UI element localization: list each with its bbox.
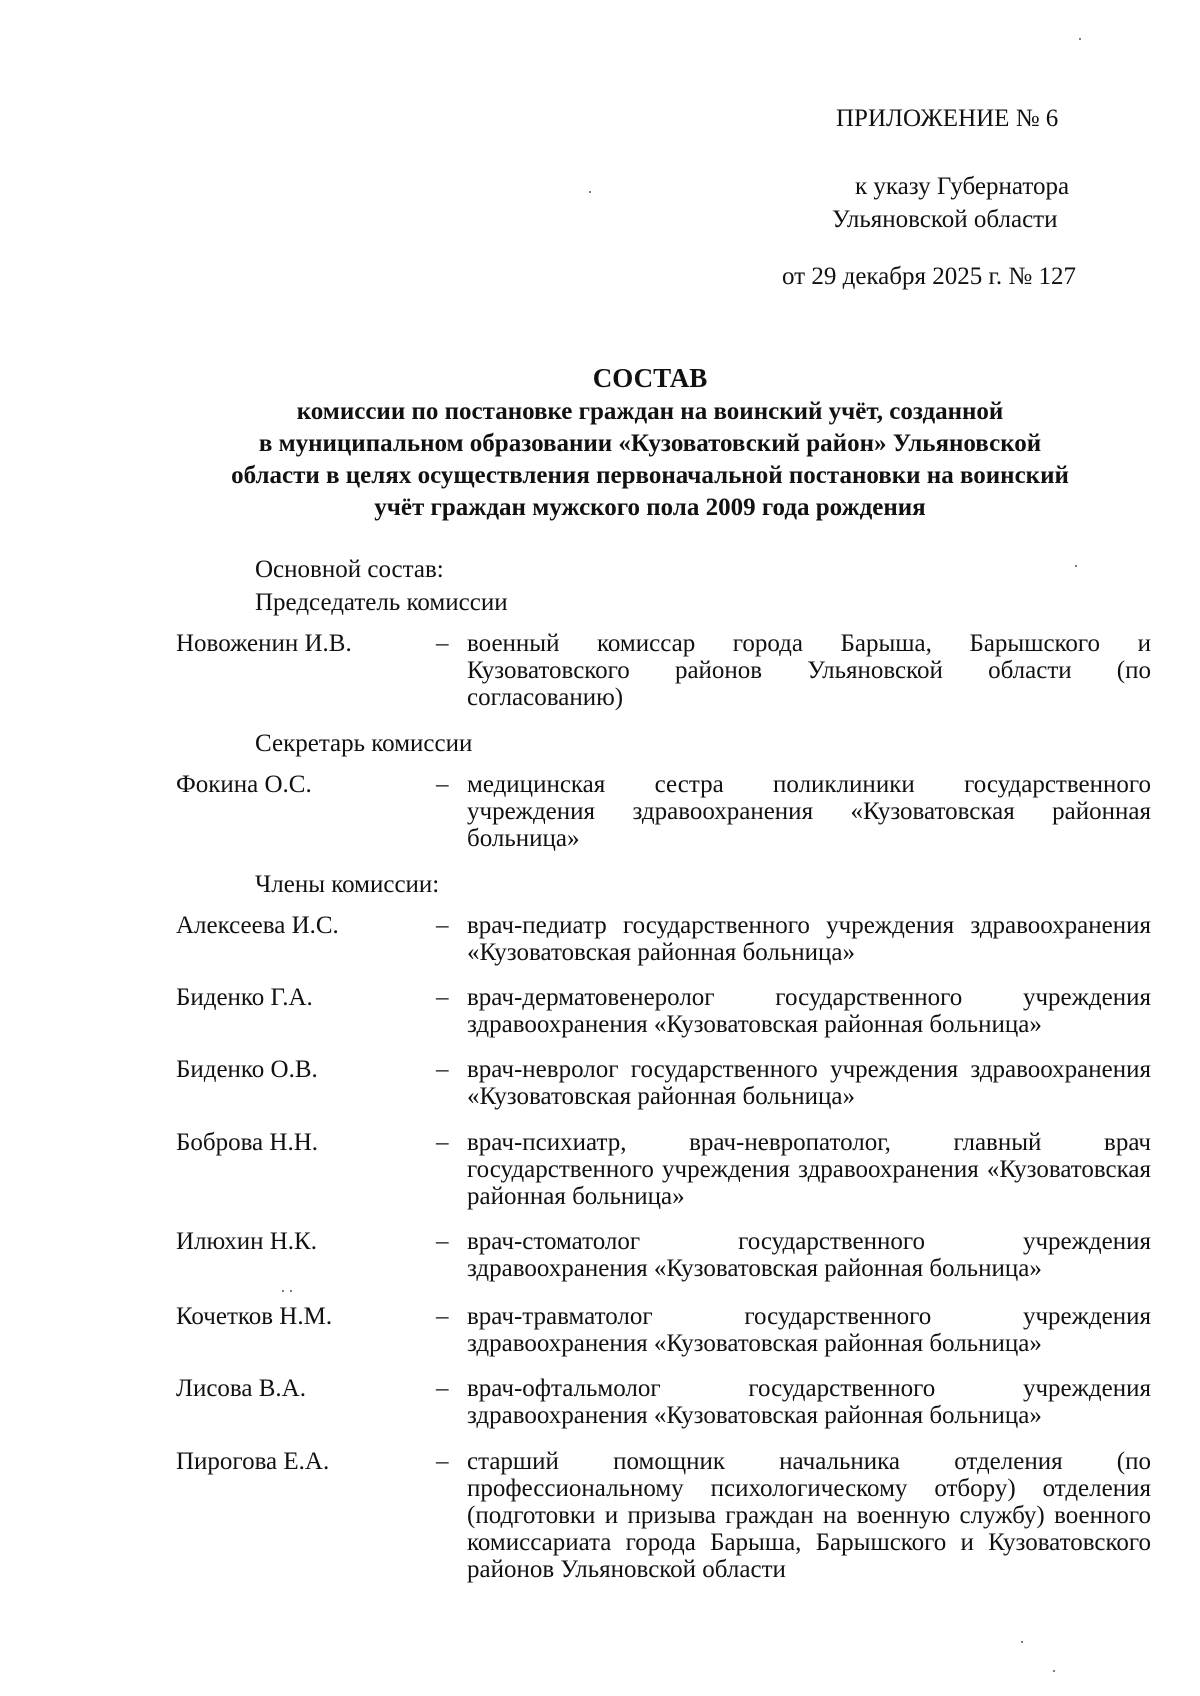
member-entry [176,1303,1151,1357]
title-line: комиссии по постановке граждан на воинский учёт, созданной [296,398,1004,425]
decree-date: от 29 декабря 2025 г. № 127 [782,263,1077,290]
member-name: Алексеева И.С. [176,912,339,939]
main-composition-label: Основной состав: [255,556,444,583]
member-role: медицинская сестра поликлиники государственного учреждения здравоохранения «Кузоватовская районная больница» [467,771,1151,852]
member-role: врач-травматолог государственного учреждения здравоохранения «Кузоватовская районная больница» [467,1303,1151,1357]
document-title-block [150,360,1150,524]
title-line: учёт граждан мужского пола 2009 года рождения [374,494,926,521]
member-name: Пирогова Е.А. [176,1448,330,1475]
secretary-label: Секретарь комиссии [255,730,473,757]
dash-separator: – [436,630,449,657]
member-name: Новоженин И.В. [176,630,352,657]
scan-speck [290,1290,292,1292]
dash-separator: – [436,984,449,1011]
member-name: Боброва Н.Н. [176,1129,319,1156]
member-role: старший помощник начальника отделения (по профессиональному психологическому отбору) отделения (подготовки и призыва граждан на военную службу) военного комиссариата города Барыша, Барышского и Кузоватовского районов Ульяновской области [467,1448,1151,1583]
member-role: врач-психиатр, врач-невропатолог, главный врач государственного учреждения здравоохранения «Кузоватовская районная больница» [467,1129,1151,1210]
member-role: врач-невролог государственного учреждения здравоохранения «Кузоватовская районная больница» [467,1056,1151,1110]
member-role: врач-педиатр государственного учреждения здравоохранения «Кузоватовская районная больница» [467,912,1151,966]
dash-separator: – [436,1448,449,1475]
member-entry [176,1129,1151,1210]
chairman-entry [176,630,1151,711]
document-title: СОСТАВ [592,363,708,393]
dash-separator: – [436,1056,449,1083]
secretary-entry [176,771,1151,852]
title-line: в муниципальном образовании «Кузоватовский район» Ульяновской [258,430,1042,457]
member-role: военный комиссар города Барыша, Барышского и Кузоватовского районов Ульяновской области (по согласованию) [467,630,1151,711]
decree-region: Ульяновской области [832,206,1058,233]
member-role: врач-стоматолог государственного учреждения здравоохранения «Кузоватовская районная больница» [467,1228,1151,1282]
annex-number: ПРИЛОЖЕНИЕ № 6 [836,105,1059,132]
scan-speck [1079,38,1081,40]
member-entry [176,1228,1151,1282]
scan-speck [1021,1641,1023,1643]
chairman-label: Председатель комиссии [255,589,508,616]
member-entry [176,912,1151,966]
member-entry [176,1056,1151,1110]
member-role: врач-офтальмолог государственного учреждения здравоохранения «Кузоватовская районная больница» [467,1375,1151,1429]
member-name: Биденко Г.А. [176,984,313,1011]
scan-speck [282,1290,284,1292]
scan-speck [1075,565,1077,567]
member-entry [176,984,1151,1038]
dash-separator: – [436,1228,449,1255]
members-label: Члены комиссии: [255,871,440,898]
member-name: Лисова В.А. [176,1375,306,1402]
member-role: врач-дерматовенеролог государственного учреждения здравоохранения «Кузоватовская районная больница» [467,984,1151,1038]
scan-speck [1053,1670,1055,1672]
member-name: Биденко О.В. [176,1056,318,1083]
decree-reference: к указу Губернатора [855,173,1070,200]
dash-separator: – [436,1303,449,1330]
member-name: Кочетков Н.М. [176,1303,333,1330]
dash-separator: – [436,1129,449,1156]
dash-separator: – [436,771,449,798]
member-entry [176,1448,1151,1583]
title-line: области в целях осуществления первоначальной постановки на воинский [231,462,1069,489]
dash-separator: – [436,912,449,939]
scan-speck [589,191,591,193]
dash-separator: – [436,1375,449,1402]
member-name: Фокина О.С. [176,771,312,798]
member-name: Илюхин Н.К. [176,1228,317,1255]
member-entry [176,1375,1151,1429]
